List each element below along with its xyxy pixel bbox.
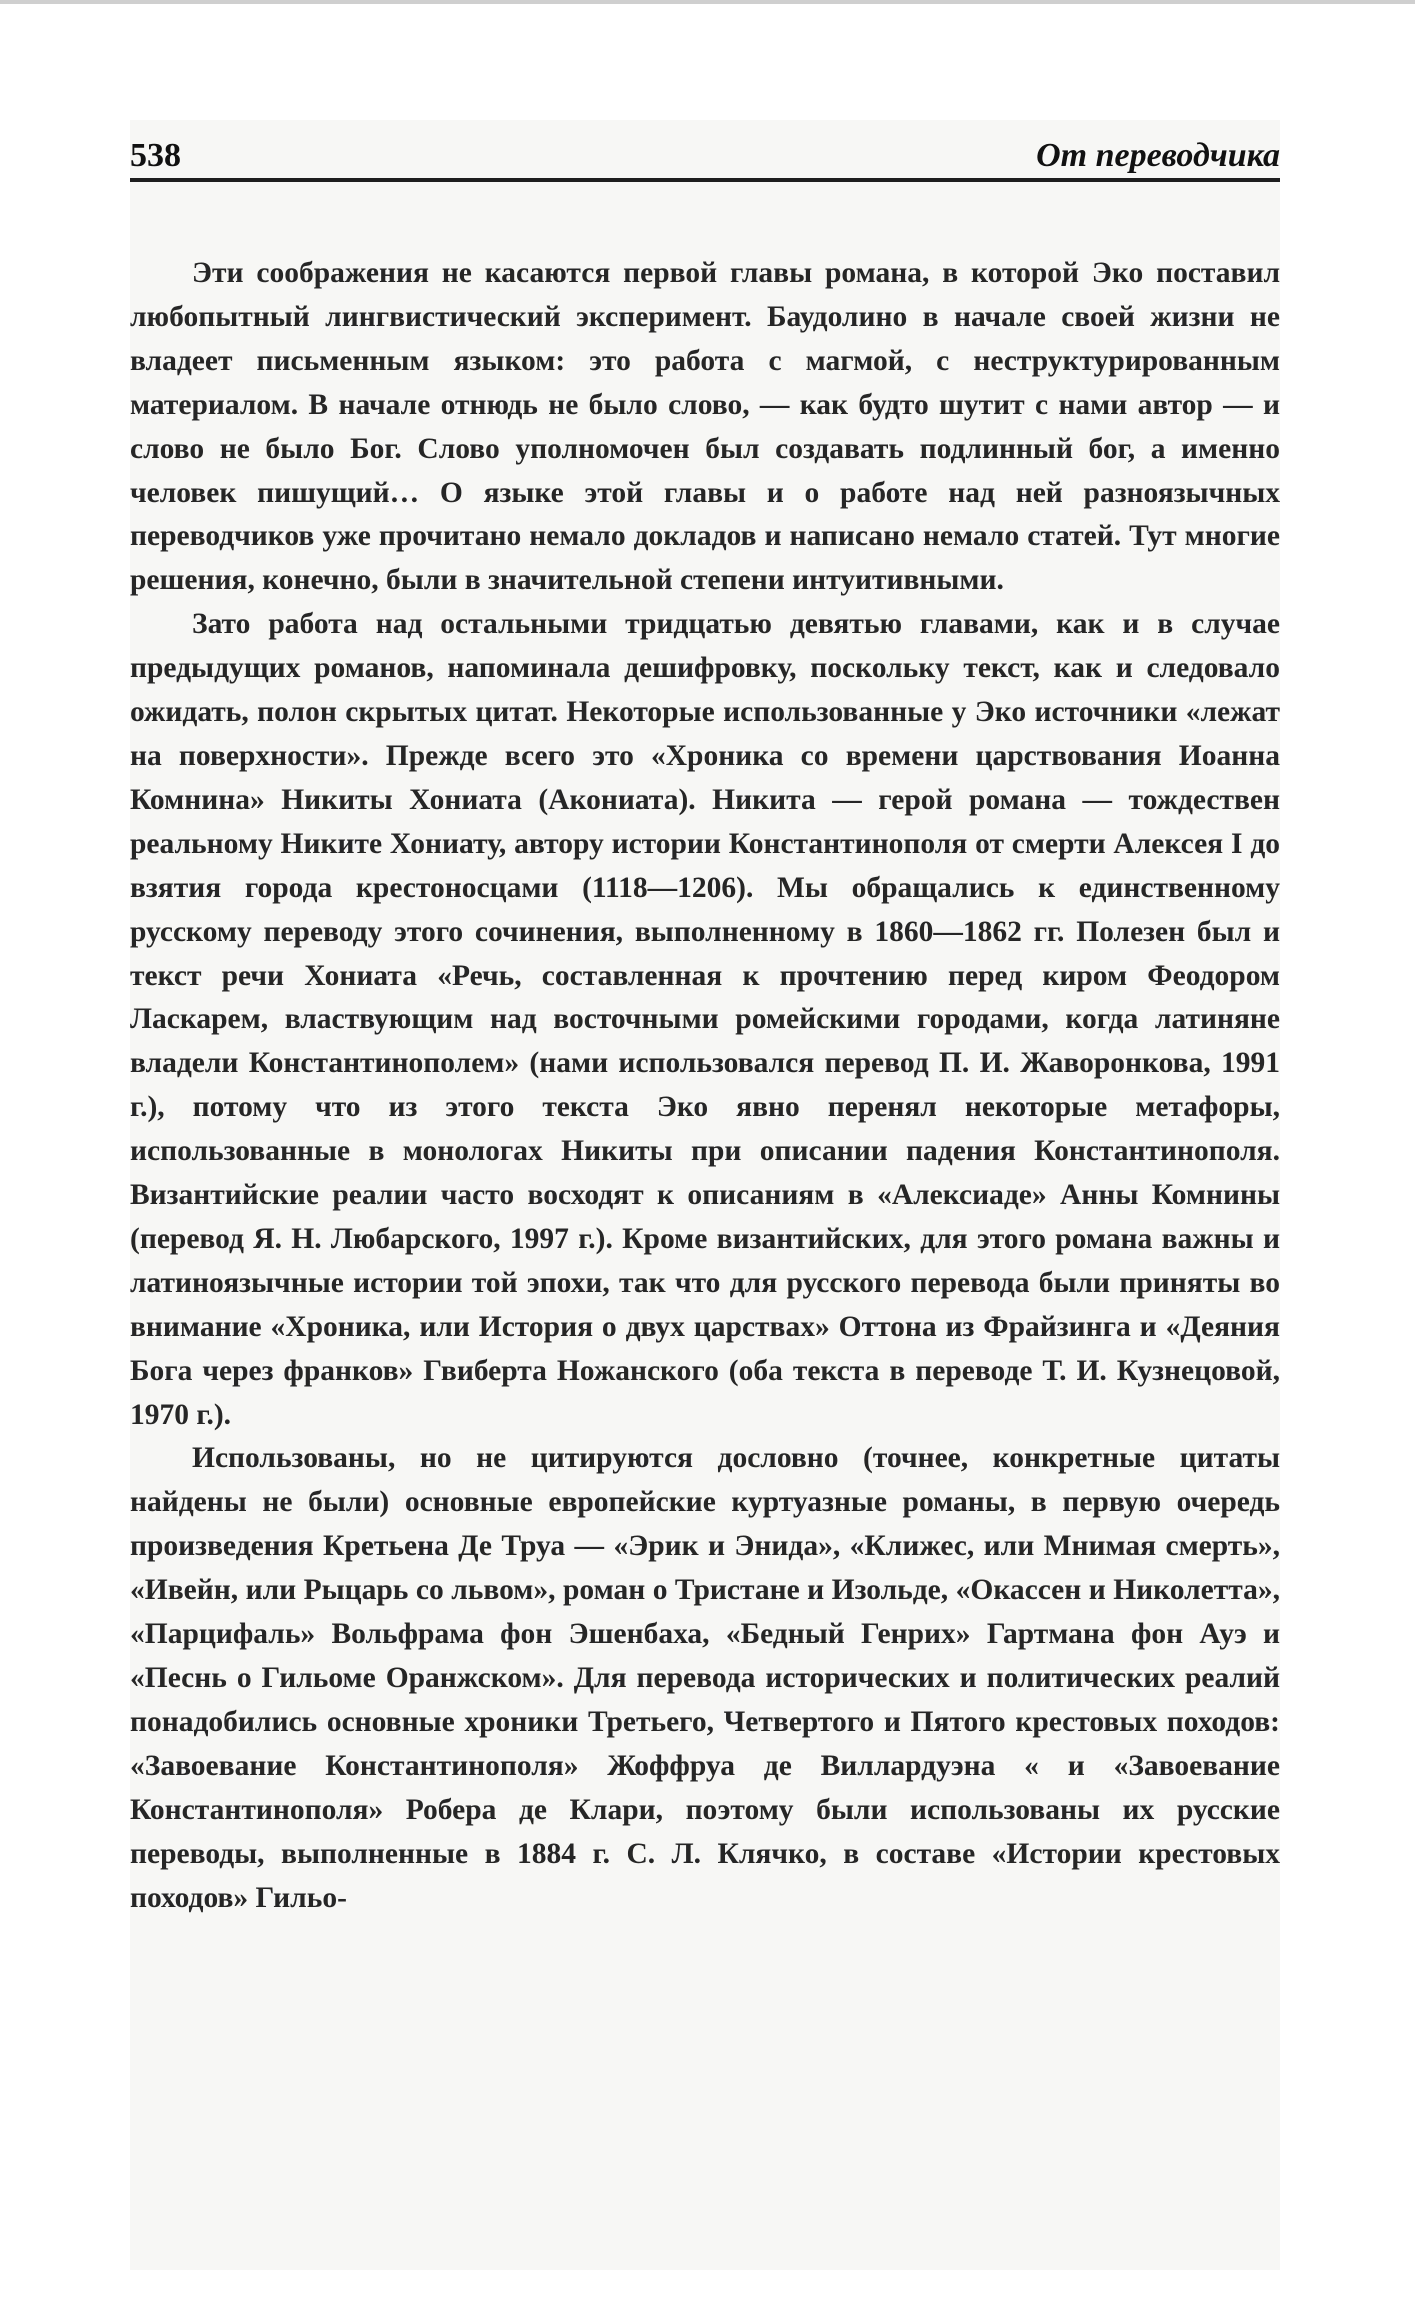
header-rule <box>130 178 1280 182</box>
section-title: От переводчика <box>1036 137 1280 174</box>
running-header <box>130 128 1280 176</box>
top-border <box>0 0 1415 4</box>
body-text <box>130 252 1280 1920</box>
paragraph-2: Зато работа над остальными тридцатью девятью главами, как и в случае предыдущих романов, напоминала дешифровку, поскольку текст, как и следовало ожидать, полон скрытых цитат. Некоторые использованные у Эко источники «лежат на поверхности». Прежде всего это «Хроника со времени царствования Иоанна Комнина» Никиты Хониата (Акониата). Никита — герой романа — тождествен реальному Никите Хониату, автору истории Константинополя от смерти Алексея I до взятия города крестоносцами (1118—1206). Мы обращались к единственному русскому переводу этого сочинения, выполненному в 1860—1862 гг. Полезен был и текст речи Хониата «Речь, составленная к прочтению перед киром Феодором Ласкарем, властвующим над восточными ромейскими городами, когда латиняне владели Константинополем» (нами использовался перевод П. И. Жаворонкова, 1991 г.), потому что из этого текста Эко явно перенял некоторые метафоры, использованные в монологах Никиты при описании падения Константинополя. Византийские реалии часто восходят к описаниям в «Алексиаде» Анны Комнины (перевод Я. Н. Любарского, 1997 г.). Кроме византийских, для этого романа важны и латиноязычные истории той эпохи, так что для русского перевода были приняты во внимание «Хроника, или История о двух царствах» Оттона из Фрайзинга и «Деяния Бога через франков» Гвиберта Ножанского (оба текста в переводе Т. И. Кузнецовой, 1970 г.). <box>130 608 1280 1431</box>
paragraph-1: Эти соображения не касаются первой главы романа, в которой Эко поставил любопытный лингвистический эксперимент. Баудолино в начале своей жизни не владеет письменным языком: это работа с магмой, с неструктурированным материалом. В начале отнюдь не было слово, — как будто шутит с нами автор — и слово не было Бог. Слово уполномочен был создавать подлинный бог, а именно человек пишущий… О языке этой главы и о работе над ней разноязычных переводчиков уже прочитано немало докладов и написано немало статей. Тут многие решения, конечно, были в значительной степени интуитивными. <box>130 257 1280 597</box>
paragraph-3: Использованы, но не цитируются дословно (точнее, конкретные цитаты найдены не были) основные европейские куртуазные романы, в первую очередь произведения Кретьена Де Труа — «Эрик и Энида», «Клижес, или Мнимая смерть», «Ивейн, или Рыцарь со львом», роман о Тристане и Изольде, «Окассен и Николетта», «Парцифаль» Вольфрама фон Эшенбаха, «Бедный Генрих» Гартмана фон Ауэ и «Песнь о Гильоме Оранжском». Для перевода исторических и политических реалий понадобились основные хроники Третьего, Четвертого и Пятого крестовых походов: «Завоевание Константинополя» Жоффруа де Виллардуэна « и «Завоевание Константинополя» Робера де Клари, поэтому были использованы их русские переводы, выполненные в 1884 г. С. Л. Клячко, в составе «Истории крестовых походов» Гильо- <box>130 1442 1280 1914</box>
page-number: 538 <box>130 137 181 174</box>
